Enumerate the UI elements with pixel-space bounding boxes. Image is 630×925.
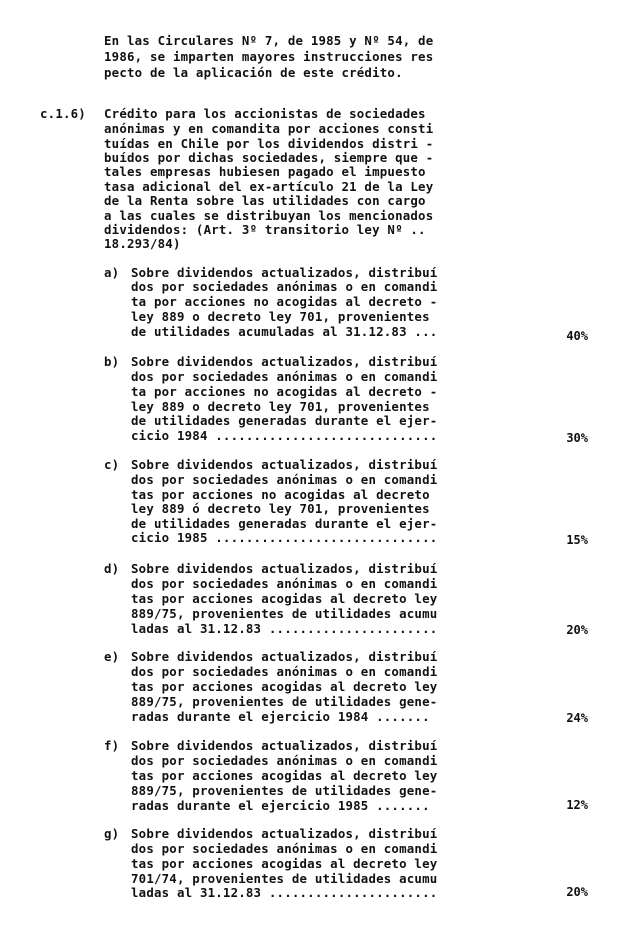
item-label: a) (104, 265, 120, 280)
item-line: ley 889 ó decreto ley 701, provenientes (131, 501, 430, 516)
item-line: tas por acciones acogidas al decreto ley (131, 591, 438, 606)
item-line: Sobre dividendos actualizados, distribuí (131, 457, 438, 472)
item-line: 889/75, provenientes de utilidades gene- (131, 783, 438, 798)
item-label: c) (104, 457, 120, 472)
item-line: Sobre dividendos actualizados, distribuí (131, 561, 438, 576)
item-line: dos por sociedades anónimas o en comandi (131, 472, 438, 487)
section-line: 18.293/84) (104, 236, 181, 251)
section-label: c.1.6) (40, 106, 86, 121)
item-line: tas por acciones acogidas al decreto ley (131, 856, 438, 871)
item-rate: 40% (566, 329, 588, 343)
item-line: cicio 1984 ............................. (131, 428, 438, 443)
section-line: tales empresas hubiesen pagado el impuesto (104, 164, 426, 179)
item-line: ley 889 o decreto ley 701, provenientes (131, 309, 430, 324)
item-label: g) (104, 826, 120, 841)
item-line: 701/74, provenientes de utilidades acumu (131, 871, 438, 886)
item-line: 889/75, provenientes de utilidades gene- (131, 694, 438, 709)
intro-line: 1986, se imparten mayores instrucciones res (104, 49, 434, 64)
item-line: tas por acciones no acogidas al decreto (131, 487, 430, 502)
item-line: ladas al 31.12.83 ...................... (131, 885, 438, 900)
item-line: radas durante el ejercicio 1984 ....... (131, 709, 430, 724)
item-line: dos por sociedades anónimas o en comandi (131, 841, 438, 856)
item-rate: 20% (566, 885, 588, 899)
item-rate: 15% (566, 533, 588, 547)
section-line: tasa adicional del ex-artículo 21 de la Ley (104, 179, 434, 194)
item-line: ladas al 31.12.83 ...................... (131, 621, 438, 636)
item-line: de utilidades generadas durante el ejer- (131, 413, 438, 428)
section-line: Crédito para los accionistas de sociedades (104, 106, 426, 121)
item-label: d) (104, 561, 120, 576)
item-rate: 12% (566, 798, 588, 812)
section-line: de la Renta sobre las utilidades con cargo (104, 193, 426, 208)
item-line: dos por sociedades anónimas o en comandi (131, 576, 438, 591)
section-line: a las cuales se distribuyan los mencionados (104, 208, 434, 223)
item-line: tas por acciones acogidas al decreto ley (131, 679, 438, 694)
section-line: tuídas en Chile por los dividendos distri - (104, 136, 434, 151)
item-line: radas durante el ejercicio 1985 ....... (131, 798, 430, 813)
intro-line: En las Circulares Nº 7, de 1985 y Nº 54, de (104, 33, 434, 48)
item-label: f) (104, 738, 120, 753)
item-line: ley 889 o decreto ley 701, provenientes (131, 399, 430, 414)
item-line: cicio 1985 ............................. (131, 530, 438, 545)
item-line: dos por sociedades anónimas o en comandi (131, 753, 438, 768)
item-line: Sobre dividendos actualizados, distribuí (131, 738, 438, 753)
item-label: b) (104, 354, 120, 369)
item-line: Sobre dividendos actualizados, distribuí (131, 354, 438, 369)
item-line: dos por sociedades anónimas o en comandi (131, 279, 438, 294)
item-label: e) (104, 649, 120, 664)
item-rate: 30% (566, 431, 588, 445)
item-line: Sobre dividendos actualizados, distribuí (131, 649, 438, 664)
item-line: de utilidades generadas durante el ejer- (131, 516, 438, 531)
item-line: dos por sociedades anónimas o en comandi (131, 369, 438, 384)
intro-line: pecto de la aplicación de este crédito. (104, 65, 403, 80)
item-line: 889/75, provenientes de utilidades acumu (131, 606, 438, 621)
item-rate: 20% (566, 623, 588, 637)
section-line: buídos por dichas sociedades, siempre que - (104, 150, 434, 165)
item-line: Sobre dividendos actualizados, distribuí (131, 265, 438, 280)
item-rate: 24% (566, 711, 588, 725)
item-line: ta por acciones no acogidas al decreto - (131, 294, 438, 309)
item-line: ta por acciones no acogidas al decreto - (131, 384, 438, 399)
item-line: dos por sociedades anónimas o en comandi (131, 664, 438, 679)
item-line: Sobre dividendos actualizados, distribuí (131, 826, 438, 841)
item-line: de utilidades acumuladas al 31.12.83 ... (131, 324, 438, 339)
item-line: tas por acciones acogidas al decreto ley (131, 768, 438, 783)
section-line: anónimas y en comandita por acciones consti (104, 121, 434, 136)
section-line: dividendos: (Art. 3º transitorio ley Nº .. (104, 222, 426, 237)
